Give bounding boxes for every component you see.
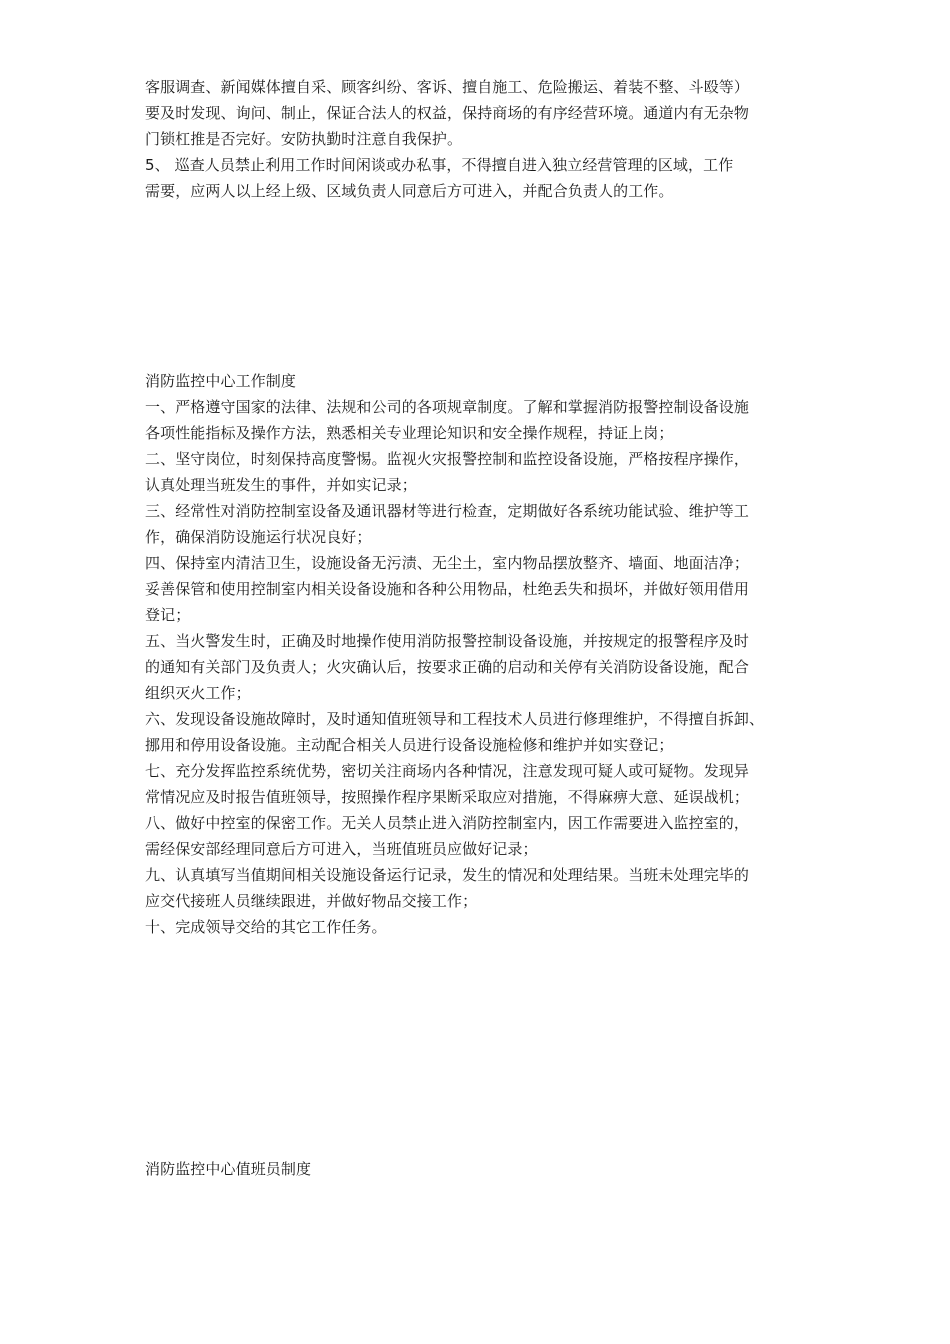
text-line: 九、认真填写当值期间相关设施设备运行记录，发生的情况和处理结果。当班未处理完毕的 — [145, 866, 750, 884]
text-line: 门锁杠推是否完好。安防执勤时注意自我保护。 — [145, 130, 463, 148]
text-line: 一、严格遵守国家的法律、法规和公司的各项规章制度。了解和掌握消防报警控制设备设施 — [145, 398, 750, 416]
text-line: 的通知有关部门及负责人；火灾确认后，按要求正确的启动和关停有关消防设备设施，配合 — [145, 658, 750, 676]
text-line: 认真处理当班发生的事件，并如实记录； — [145, 476, 417, 494]
text-line: 组织灭火工作； — [145, 684, 251, 702]
section-title: 消防监控中心值班员制度 — [145, 1160, 312, 1178]
text-line: 需经保安部经理同意后方可进入，当班值班员应做好记录； — [145, 840, 538, 858]
text-line: 六、发现设备设施故障时，及时通知值班领导和工程技术人员进行修理维护，不得擅自拆卸、 — [145, 710, 765, 728]
text-line: 要及时发现、询问、制止，保证合法人的权益，保持商场的有序经营环境。通道内有无杂物 — [145, 104, 750, 122]
text-line: 三、经常性对消防控制室设备及通讯器材等进行检查，定期做好各系统功能试验、维护等工 — [145, 502, 750, 520]
top-section — [145, 74, 810, 204]
text-line: 应交代接班人员继续跟进，并做好物品交接工作； — [145, 892, 478, 910]
text-line: 各项性能指标及操作方法，熟悉相关专业理论知识和安全操作规程，持证上岗； — [145, 424, 674, 442]
text-line: 四、保持室内清洁卫生，设施设备无污渍、无尘土，室内物品摆放整齐、墙面、地面洁净； — [145, 554, 750, 572]
fire-control-center-section — [145, 368, 810, 940]
text-line: 客服调查、新闻媒体擅自采、顾客纠纷、客诉、擅自施工、危险搬运、着装不整、斗殴等） — [145, 78, 750, 96]
text-line: 挪用和停用设备设施。主动配合相关人员进行设备设施检修和维护并如实登记； — [145, 736, 674, 754]
text-line: 七、充分发挥监控系统优势，密切关注商场内各种情况，注意发现可疑人或可疑物。发现异 — [145, 762, 750, 780]
text-line: 常情况应及时报告值班领导，按照操作程序果断采取应对措施，不得麻痹大意、延误战机； — [145, 788, 750, 806]
text-line: 登记； — [145, 606, 191, 624]
text-line: 五、当火警发生时，正确及时地操作使用消防报警控制设备设施，并按规定的报警程序及时 — [145, 632, 750, 650]
text-line: 十、完成领导交给的其它工作任务。 — [145, 918, 387, 936]
text-line: 作，确保消防设施运行状况良好； — [145, 528, 372, 546]
duty-officer-section — [145, 1156, 810, 1182]
text-line: 二、坚守岗位，时刻保持高度警惕。监视火灾报警控制和监控设备设施，严格按程序操作， — [145, 450, 750, 468]
text-line: 需要，应两人以上经上级、区域负责人同意后方可进入，并配合负责人的工作。 — [145, 182, 674, 200]
text-line: 妥善保管和使用控制室内相关设备设施和各种公用物品，杜绝丢失和损坏，并做好领用借用 — [145, 580, 750, 598]
text-line: 5、 巡查人员禁止利用工作时间闲谈或办私事，不得擅自进入独立经营管理的区域，工作 — [145, 156, 734, 174]
text-line: 八、做好中控室的保密工作。无关人员禁止进入消防控制室内，因工作需要进入监控室的， — [145, 814, 750, 832]
section-title: 消防监控中心工作制度 — [145, 372, 297, 390]
